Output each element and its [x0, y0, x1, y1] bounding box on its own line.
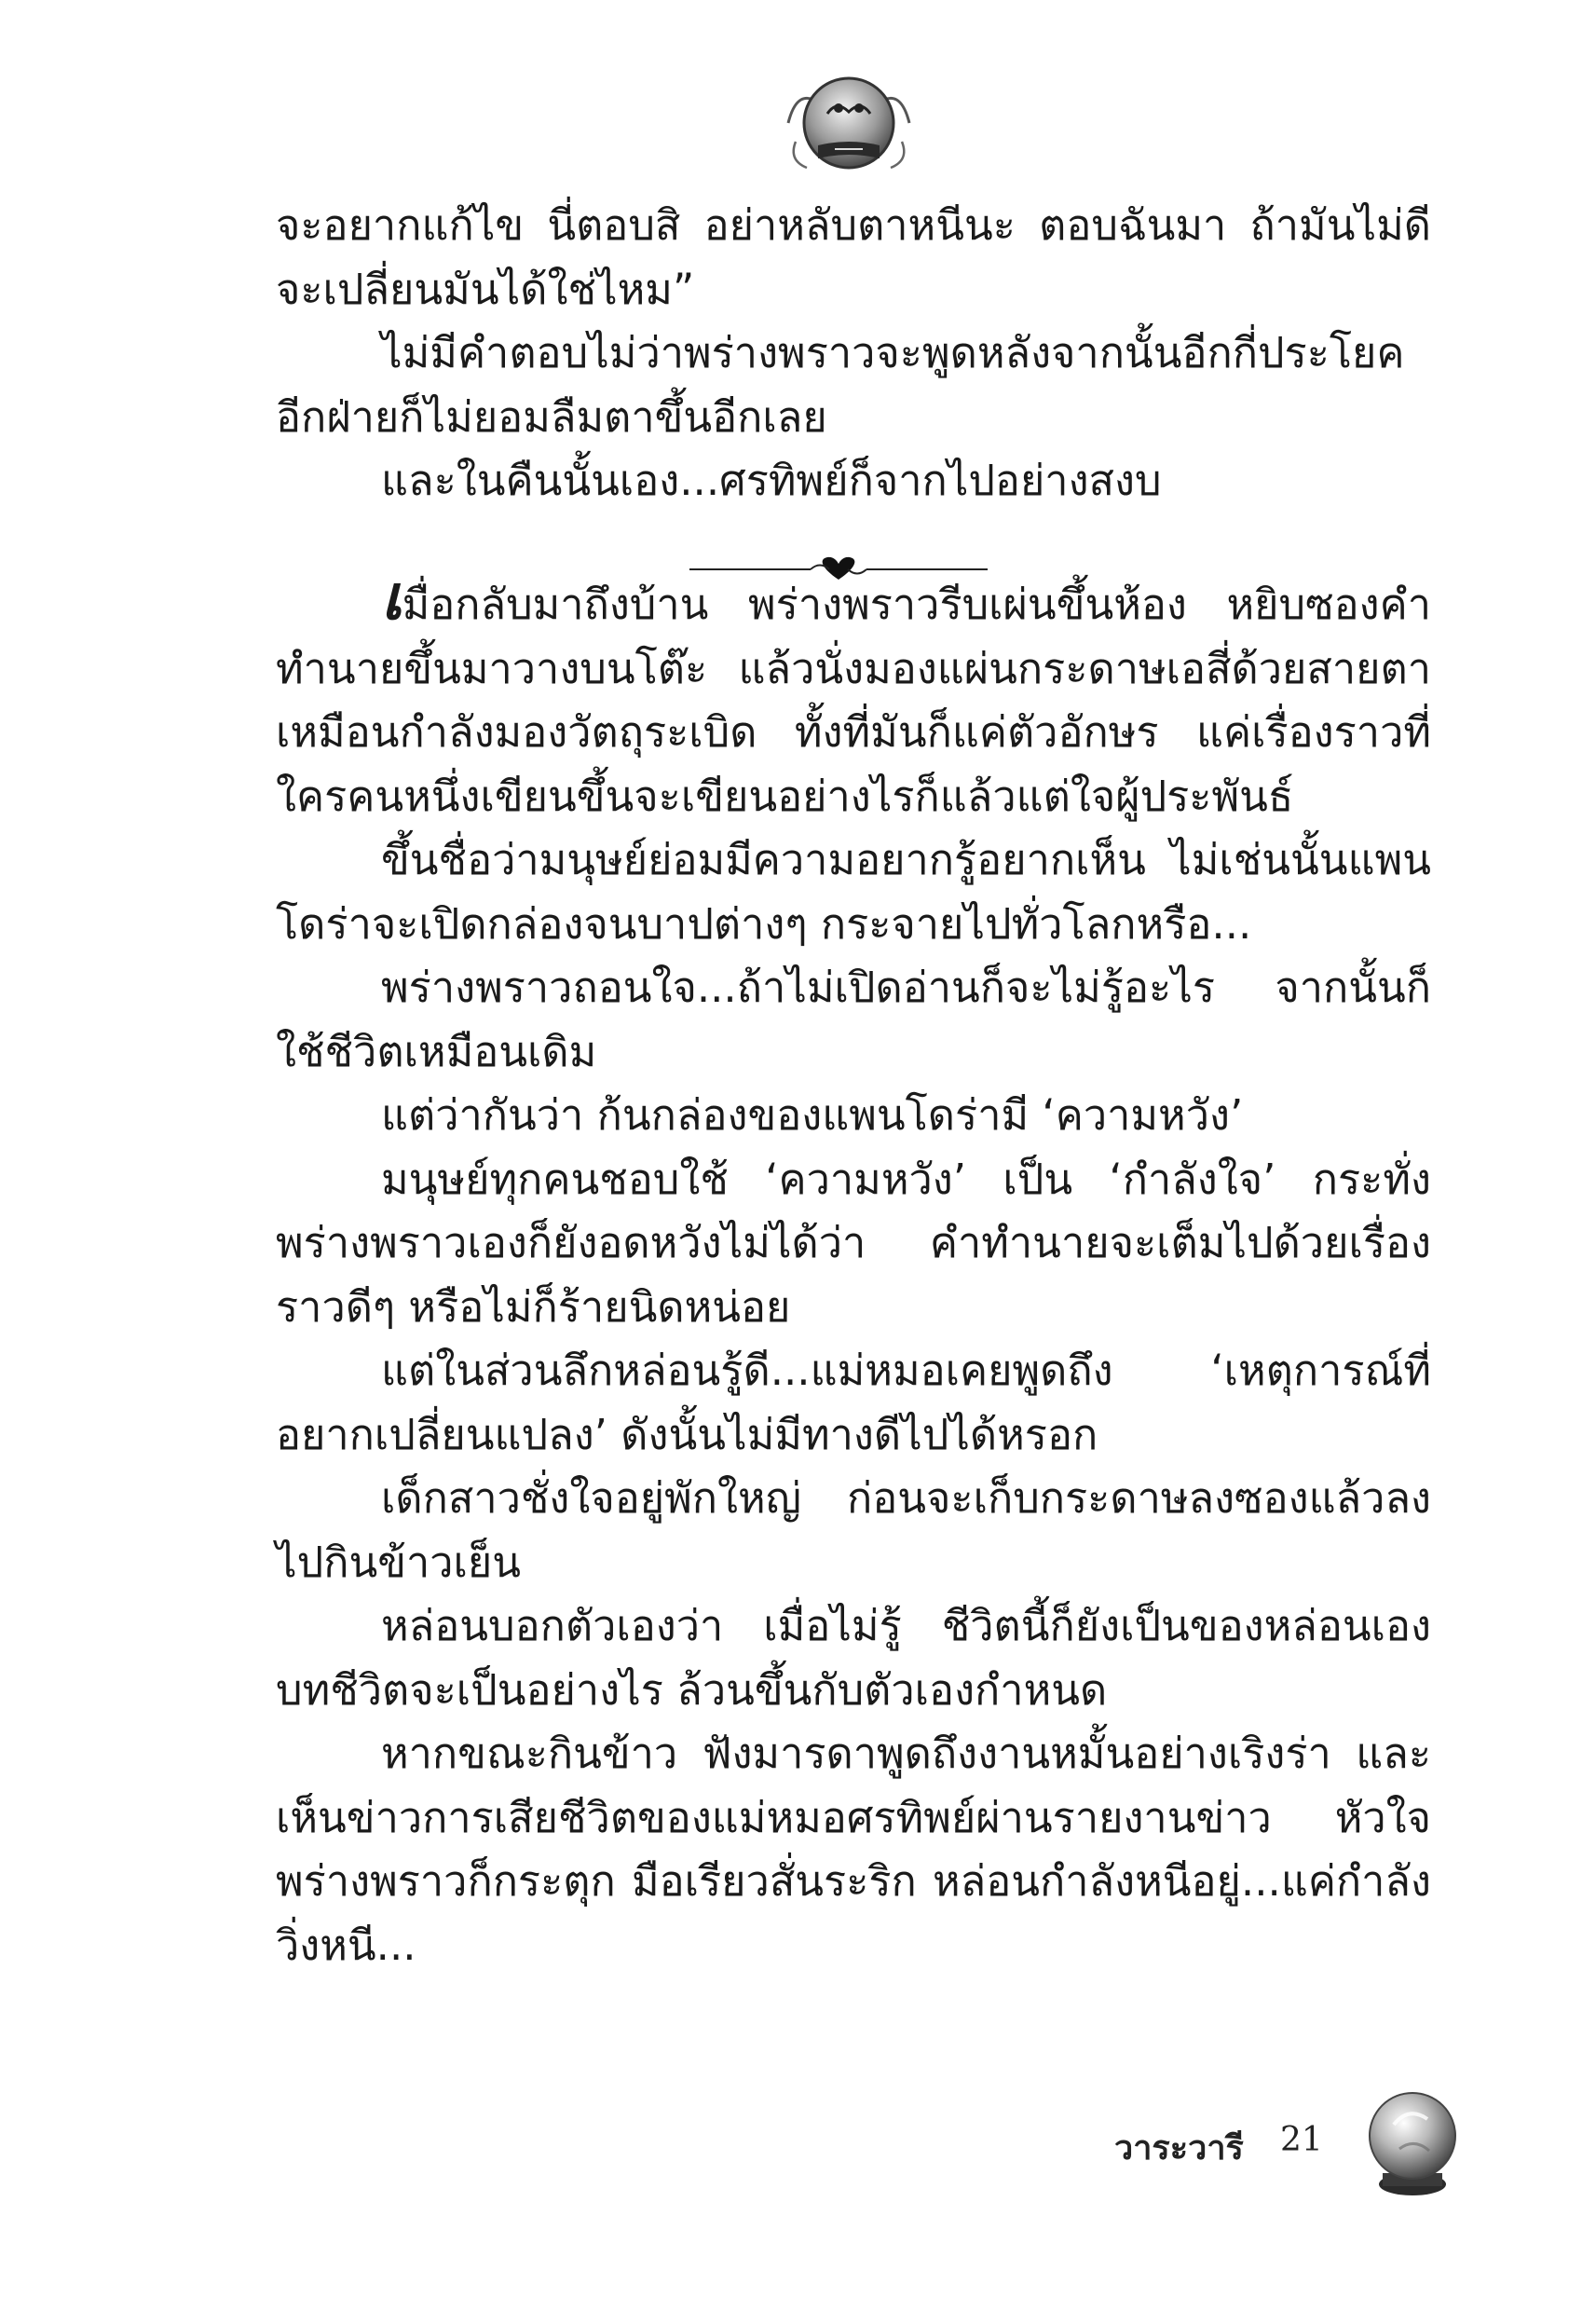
paragraph: ไม่มีคำตอบไม่ว่าพร่างพราวจะพูดหลังจากนั้นอีกกี่ประโยค อีกฝ่ายก็ไม่ยอมลืมตาขึ้นอีกเลย	[276, 328, 1405, 442]
book-title: วาระวารี	[1114, 2129, 1244, 2167]
paragraph: หล่อนบอกตัวเองว่า เมื่อไม่รู้ ชีวิตนี้ก็ยังเป็นของหล่อนเอง บทชีวิตจะเป็นอย่างไร ล้วนขึ้นกับตัวเองกำหนด	[276, 1601, 1431, 1715]
text-block-main	[276, 561, 1431, 1977]
text-block-top	[276, 194, 1431, 513]
paragraph: มนุษย์ทุกคนชอบใช้ ‘ความหวัง’ เป็น ‘กำลังใจ’ กระทั่งพร่างพราวเองก็ยังอดหวังไม่ได้ว่า คำทำนายจะเต็มไปด้วยเรื่องราวดีๆ หรือไม่ก็ร้ายนิดหน่อย	[276, 1154, 1431, 1332]
crystal-ball-emblem-icon	[779, 48, 919, 188]
paragraph: ขึ้นชื่อว่ามนุษย์ย่อมมีความอยากรู้อยากเห็น ไม่เช่นนั้นแพนโดร่าจะเปิดกล่องจนบาปต่างๆ กระจายไปทั่วโลกหรือ...	[276, 835, 1431, 949]
paragraph: จะอยากแก้ไข นี่ตอบสิ อย่าหลับตาหนีนะ ตอบฉันมา ถ้ามันไม่ดีจะเปลี่ยนมันได้ใช่ไหม”	[276, 200, 1431, 314]
page-number: 21	[1280, 2121, 1323, 2159]
paragraph: เด็กสาวชั่งใจอยู่พักใหญ่ ก่อนจะเก็บกระดาษลงซองแล้วลงไปกินข้าวเย็น	[276, 1473, 1431, 1587]
paragraph-text: มื่อกลับมาถึงบ้าน พร่างพราวรีบเผ่นขึ้นห้อง หยิบซองคำทำนายขึ้นมาวางบนโต๊ะ แล้วนั่งมองแผ่นกระดาษเอสี่ด้วยสายตาเหมือนกำลังมองวัตถุระเบิด ทั้งที่มันก็แค่ตัวอักษร แค่เรื่องราวที่ใครคนหนึ่งเขียนขึ้นจะเขียนอย่างไรก็แล้วแต่ใจผู้ประพันธ์	[276, 580, 1431, 821]
paragraph: แต่ในส่วนลึกหล่อนรู้ดี...แม่หมอเคยพูดถึง ‘เหตุการณ์ที่อยากเปลี่ยนแปลง’ ดังนั้นไม่มีทางดีไปได้หรอก	[276, 1346, 1431, 1459]
paragraph: และในคืนนั้นเอง...ศรทิพย์ก็จากไปอย่างสงบ	[381, 456, 1162, 505]
paragraph: แต่ว่ากันว่า ก้นกล่องของแพนโดร่ามี ‘ความหวัง’	[381, 1090, 1244, 1140]
crystal-ball-icon	[1362, 2087, 1463, 2199]
paragraph	[276, 561, 1431, 828]
paragraph: พร่างพราวถอนใจ...ถ้าไม่เปิดอ่านก็จะไม่รู้อะไร จากนั้นก็ใช้ชีวิตเหมือนเดิม	[276, 963, 1431, 1076]
paragraph: หากขณะกินข้าว ฟังมารดาพูดถึงงานหมั้นอย่างเริงร่า และเห็นข่าวการเสียชีวิตของแม่หมอศรทิพย์ผ่านรายงานข่าว หัวใจพร่างพราวก็กระตุก มือเรียวสั่นระริก หล่อนกำลังหนีอยู่...แค่กำลังวิ่งหนี...	[276, 1729, 1431, 1970]
drop-cap: เ	[381, 561, 402, 634]
